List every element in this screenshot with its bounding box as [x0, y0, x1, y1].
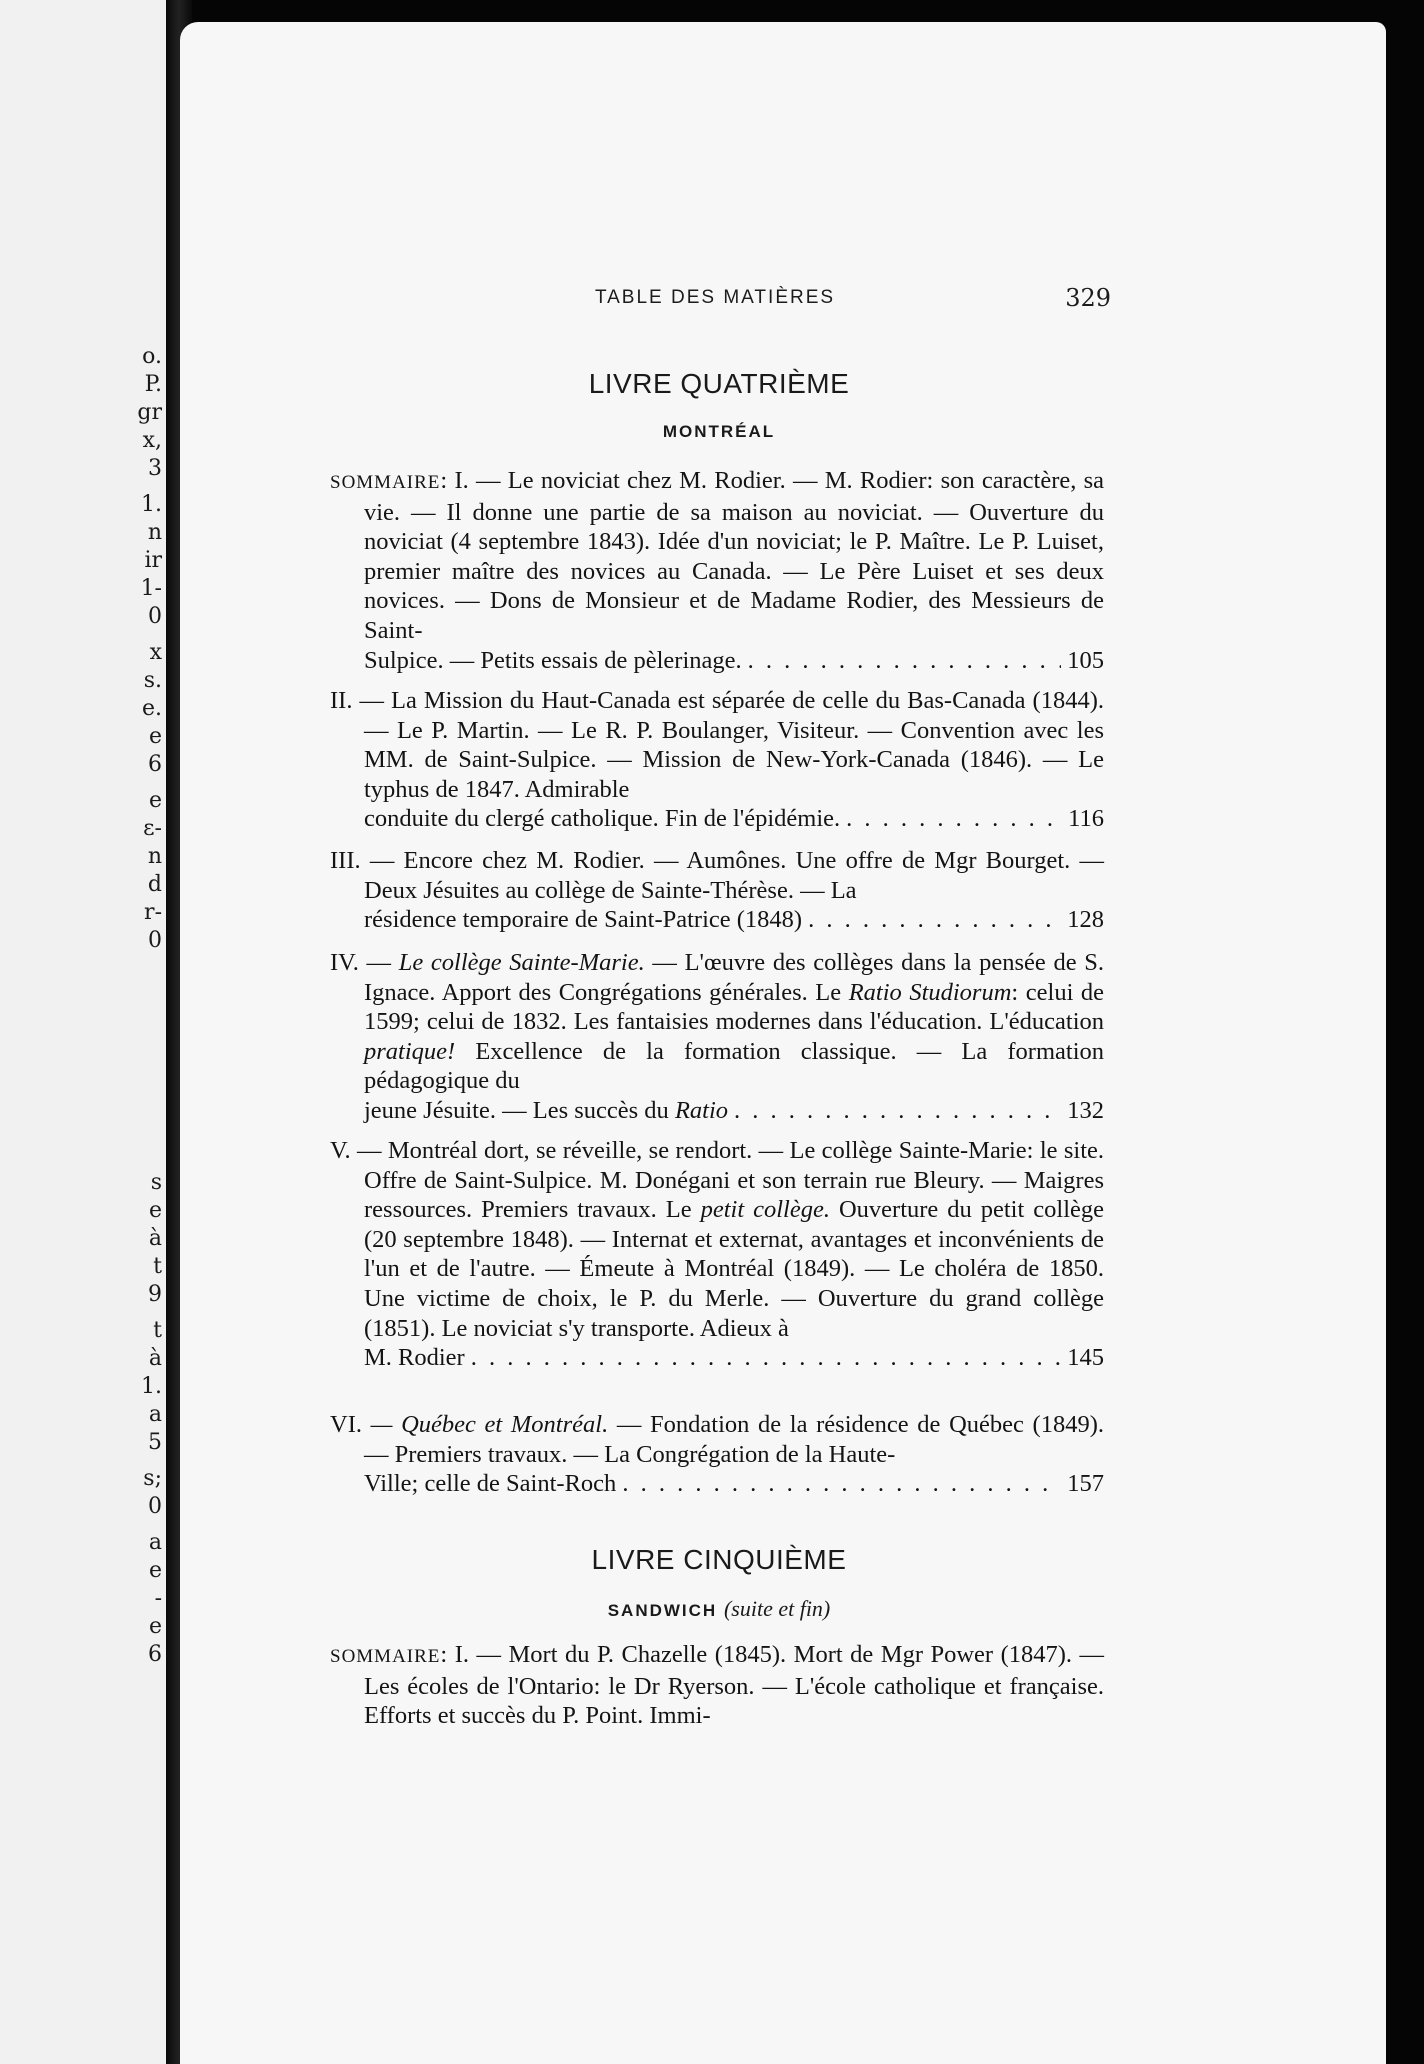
entry-number: IV.	[330, 949, 359, 976]
entry-last-line	[364, 1096, 728, 1126]
left-page-fragment: P.	[144, 372, 162, 397]
entry-italic: petit collège.	[700, 1196, 830, 1224]
left-page-fragment: t	[153, 1254, 162, 1279]
left-page-fragment: 1-	[140, 576, 162, 601]
left-page-fragment: à	[148, 1346, 162, 1371]
entry-body: — Mort du P. Chazelle (1845). Mort de Mgr Power (1847). — Les écoles de l'Ontario: le Dr Ryerson. — L'école catholique et française. Efforts et succès du P. Point. Immi-	[364, 1641, 1105, 1730]
left-page-fragment: 1.	[141, 492, 162, 517]
left-page-fragment: x,	[142, 428, 162, 453]
left-page-fragment: e	[148, 1614, 162, 1639]
dot-leader	[471, 1343, 1062, 1373]
entry-page: 116	[1068, 805, 1104, 833]
dot-leader	[846, 804, 1062, 834]
left-page-fragment: n	[147, 520, 162, 545]
entry-number: I.	[454, 467, 469, 494]
left-page-fragment: 6	[148, 1642, 162, 1667]
dot-leader	[734, 1096, 1061, 1126]
running-head	[415, 281, 1111, 317]
left-page-fragment: ir	[144, 548, 162, 573]
toc-entry-4-4: IV. — Le collège Sainte-Marie. — L'œuvre des collèges dans la pensée de S. Ignace. Apport des Congrégations générales. Le Ratio Studiorum: celui de 1599; celui de 1832. Les fantaisies modernes dans l'éducation. L'éducation pratique! Excellence de la formation classique. — La formation pédagogique du jeune Jésuite. — Les succès du Ratio . . . 132	[330, 948, 1104, 1126]
entry-number: II.	[330, 687, 353, 714]
entry-leader-line	[364, 1096, 1104, 1126]
entry-body-end: Excellence de la formation classique. — La formation pédagogique du	[364, 1037, 1104, 1095]
entry-body: — Le noviciat chez M. Rodier. — M. Rodier: son caractère, sa vie. — Il donne une partie de sa maison au noviciat. — Ouverture du noviciat (4 septembre 1843). Idée d'un noviciat; le P. Maître. Le P. Luiset, premier maître des novices au Canada. — Le Père Luiset et ses deux novices. — Dons de Monsieur et de Madame Rodier, des Messieurs de Saint-	[364, 467, 1105, 644]
dot-leader	[622, 1469, 1061, 1499]
entry-leader-line	[364, 646, 1104, 676]
dot-leader	[748, 646, 1062, 676]
left-page-fragment: s	[150, 1170, 162, 1195]
left-page-fragment: 5	[148, 1430, 162, 1455]
entry-body-cont: Ouverture du petit collège (20 septembre 1848). — Internat et externat, avantages et inconvénients de l'un et de l'autre. — Émeute à Montréal (1849). — Le choléra de 1850. Une victime de choix, le P. du Merle. — Ouverture du grand collège (1851). Le noviciat s'y transporte. Adieux à	[364, 1196, 1105, 1342]
entry-leader-line	[364, 804, 1104, 834]
entry-number: V.	[330, 1137, 351, 1164]
entry-body: — Fondation de la résidence de Québec (1849). — Premiers travaux. — La Congrégation de la Haute-	[364, 1411, 1104, 1468]
entry-leader-line	[364, 1343, 1104, 1373]
entry-last-line: résidence temporaire de Saint-Patrice (1848)	[364, 906, 803, 934]
entry-italic-pratique: pratique!	[364, 1037, 456, 1065]
entry-number: I.	[454, 1641, 470, 1668]
entry-italic-title: Le collège Sainte-Marie.	[398, 949, 645, 976]
entry-page: 145	[1067, 1344, 1104, 1372]
entry-page: 105	[1067, 646, 1104, 674]
left-page-fragment: gr	[137, 400, 162, 425]
entry-body: — Encore chez M. Rodier. — Aumônes. Une offre de Mgr Bourget. — Deux Jésuites au collège de Sainte-Thérèse. — La	[364, 847, 1105, 904]
toc-entry-5-1: SOMMAIRE: I. — Mort du P. Chazelle (1845). Mort de Mgr Power (1847). — Les écoles de l'Ontario: le Dr Ryerson. — L'école catholique et française. Efforts et succès du P. Point. Immi-	[330, 1641, 1105, 1730]
entry-last-line: conduite du clergé catholique. Fin de l'épidémie.	[364, 805, 841, 833]
entry-italic-ratio: Ratio Studiorum	[848, 978, 1012, 1006]
left-page-fragment: 0	[148, 604, 162, 629]
entry-leader-line	[364, 1469, 1104, 1499]
left-page-fragment: 6	[148, 752, 162, 777]
left-page-fragment: 0	[148, 928, 162, 953]
sommaire-label: SOMMAIRE	[330, 1646, 441, 1667]
sandwich-italic: (suite et fin)	[723, 1596, 831, 1621]
entry-number: III.	[330, 847, 361, 874]
section-heading-montreal: MONTRÉAL	[662, 422, 776, 441]
entry-last-line: Sulpice. — Petits essais de pèlerinage.	[364, 646, 742, 674]
sommaire-label: SOMMAIRE	[330, 472, 441, 493]
left-page-fragment: e	[148, 1558, 162, 1583]
entry-body: — L'œuvre des collèges dans la pensée de S. Ignace. Apport des Congrégations générales. Le	[364, 949, 1105, 1006]
left-page-fragment: e.	[141, 696, 162, 721]
left-page-fragment: a	[148, 1530, 162, 1555]
entry-leader-line	[364, 905, 1104, 935]
book-heading-quatrieme: LIVRE QUATRIÈME	[588, 368, 850, 399]
left-page-fragment: o.	[142, 344, 162, 369]
entry-last-line: M. Rodier	[364, 1344, 465, 1372]
toc-entry-4-6	[330, 1410, 1104, 1499]
left-page-fragment: x	[149, 640, 162, 665]
left-page-fragment: t	[153, 1318, 162, 1343]
left-page-fragment: -	[154, 1586, 162, 1611]
entry-last-line-text: jeune Jésuite. — Les succès du	[364, 1096, 669, 1124]
entry-last-italic: Ratio	[674, 1096, 729, 1124]
entry-body: — Montréal dort, se réveille, se rendort. — Le collège Sainte-Marie: le site. Offre de Saint-Sulpice. M. Donégani et son terrain rue Bleury. — Maigres ressources. Premiers travaux. Le	[357, 1137, 1104, 1224]
left-page-fragment: ε-	[143, 816, 162, 841]
left-page-fragment: 0	[148, 1494, 162, 1519]
section-heading-sandwich	[334, 1596, 1104, 1622]
left-page-fragment: 1.	[141, 1374, 162, 1399]
entry-italic: — Québec et Montréal.	[370, 1411, 609, 1438]
sandwich-label: SANDWICH	[607, 1601, 718, 1620]
left-page-fragment: a	[148, 1402, 162, 1427]
left-page-edge	[0, 0, 166, 2064]
left-page-fragment: 3	[148, 456, 162, 481]
entry-body: — La Mission du Haut-Canada est séparée de celle du Bas-Canada (1844). — Le P. Martin. — Le R. P. Boulanger, Visiteur. — Convention avec les MM. de Saint-Sulpice. — Mission de New-York-Canada (1846). — Le typhus de 1847. Admirable	[359, 687, 1104, 803]
dot-leader	[808, 905, 1061, 935]
left-page-fragment: s.	[143, 668, 162, 693]
entry-page: 132	[1067, 1096, 1104, 1124]
left-page-fragment: e	[148, 724, 162, 749]
left-page-fragment: r-	[144, 900, 162, 925]
left-page-fragment: e	[148, 788, 162, 813]
toc-entry-4-3	[330, 846, 1104, 935]
toc-entry-4-2	[330, 686, 1104, 834]
entry-page: 128	[1067, 906, 1104, 934]
left-page-fragment: n	[147, 844, 162, 869]
entry-page: 157	[1067, 1470, 1104, 1498]
entry-body-cont: : celui de 1599; celui de 1832. Les fantaisies modernes dans l'éducation. L'éducation	[364, 978, 1105, 1036]
left-page-fragment: à	[148, 1226, 162, 1251]
page-number: 329	[1065, 284, 1111, 312]
left-page-fragment: s;	[143, 1466, 162, 1491]
entry-number: VI.	[330, 1411, 362, 1438]
left-page-fragment: 9	[148, 1282, 162, 1307]
left-page-fragment: d	[147, 872, 162, 897]
left-page-fragment: e	[148, 1198, 162, 1223]
toc-entry-4-1: SOMMAIRE: I. — Le noviciat chez M. Rodier. — M. Rodier: son caractère, sa vie. — Il donne une partie de sa maison au noviciat. — Ouverture du noviciat (4 septembre 1843). Idée d'un noviciat; le P. Maître. Le P. Luiset, premier maître des novices au Canada. — Le Père Luiset et ses deux novices. — Dons de Monsieur et de Madame Rodier, des Messieurs de Saint- Sulpice. — Petits essais de pèlerinage. . . . 105	[330, 466, 1104, 675]
entry-last-line: Ville; celle de Saint-Roch	[364, 1470, 617, 1498]
running-title: TABLE DES MATIÈRES	[594, 287, 836, 308]
toc-entry-4-5	[330, 1136, 1104, 1373]
book-heading-cinquieme: LIVRE CINQUIÈME	[591, 1544, 847, 1575]
